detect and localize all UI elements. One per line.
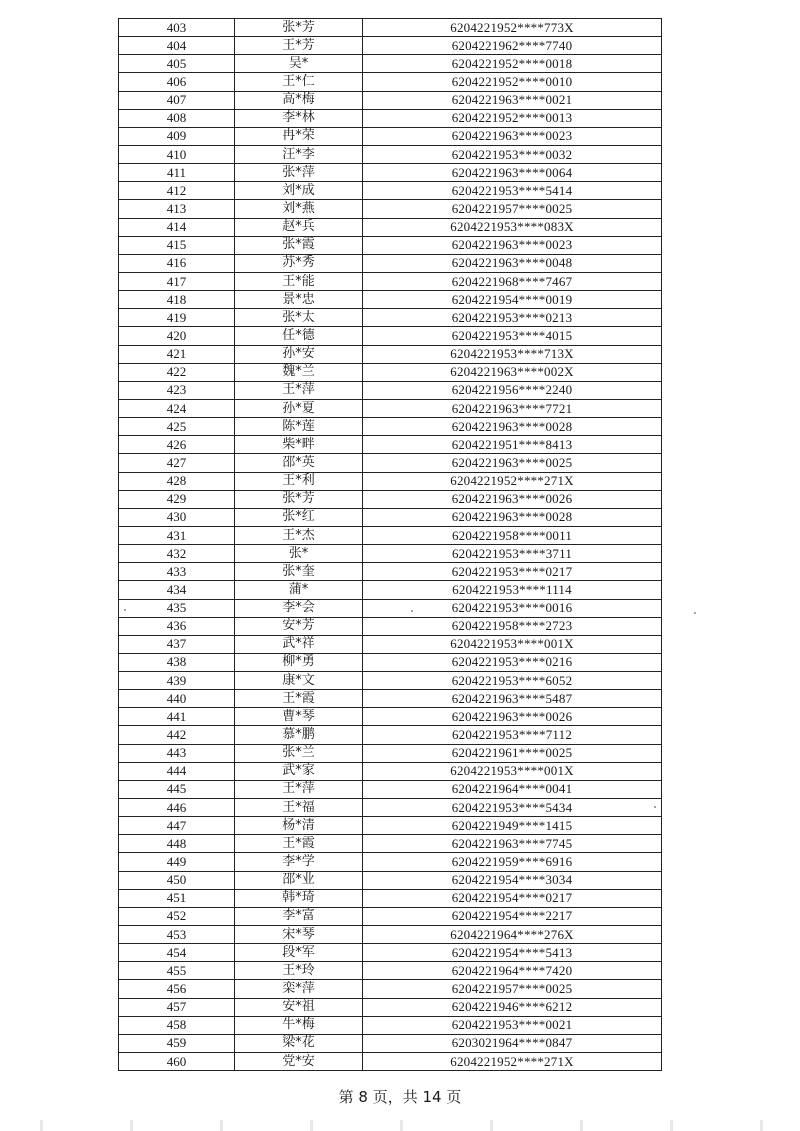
cell-name: 安*祖 (235, 998, 363, 1016)
cell-number: 416 (119, 254, 235, 272)
cell-id-number: 6204221957****0025 (363, 200, 662, 218)
table-row (119, 164, 662, 182)
table-row (119, 272, 662, 290)
cell-id-number: 6204221953****0032 (363, 145, 662, 163)
cell-id-number: 6204221952****0018 (363, 55, 662, 73)
cell-name: 王*霞 (235, 690, 363, 708)
cell-id-number: 6204221964****0041 (363, 780, 662, 798)
cell-id-number: 6204221963****002X (363, 363, 662, 381)
cell-name: 曹*琴 (235, 708, 363, 726)
cell-name: 韩*琦 (235, 889, 363, 907)
cell-name: 王*能 (235, 272, 363, 290)
cell-number: 412 (119, 182, 235, 200)
cell-id-number: 6204221954****3034 (363, 871, 662, 889)
table-row (119, 962, 662, 980)
cell-name: 杨*清 (235, 817, 363, 835)
cell-name: 张*霞 (235, 236, 363, 254)
cell-id-number: 6204221953****001X (363, 762, 662, 780)
cell-name: 张* (235, 545, 363, 563)
cell-id-number: 6204221963****0023 (363, 127, 662, 145)
table-row (119, 1016, 662, 1034)
table-row (119, 182, 662, 200)
table-row (119, 799, 662, 817)
cell-id-number: 6204221953****0021 (363, 1016, 662, 1034)
table-row (119, 835, 662, 853)
cell-id-number: 6204221963****5487 (363, 690, 662, 708)
cell-number: 419 (119, 309, 235, 327)
cell-name: 张*兰 (235, 744, 363, 762)
cell-name: 王*玲 (235, 962, 363, 980)
cell-number: 411 (119, 164, 235, 182)
roster-table (118, 18, 662, 1071)
cell-id-number: 6204221963****0028 (363, 418, 662, 436)
scan-speck (124, 609, 126, 611)
cell-name: 张*奎 (235, 563, 363, 581)
cell-name: 邵*业 (235, 871, 363, 889)
cell-name: 张*芳 (235, 19, 363, 37)
scan-speck (654, 806, 656, 808)
cell-id-number: 6204221952****271X (363, 472, 662, 490)
cell-number: 432 (119, 545, 235, 563)
cell-number: 404 (119, 37, 235, 55)
table-row (119, 399, 662, 417)
cell-name: 王*霞 (235, 835, 363, 853)
cell-name: 冉*荣 (235, 127, 363, 145)
cell-number: 444 (119, 762, 235, 780)
table-row (119, 55, 662, 73)
cell-name: 武*家 (235, 762, 363, 780)
cell-name: 孙*夏 (235, 399, 363, 417)
table-row (119, 418, 662, 436)
table-row (119, 1034, 662, 1052)
cell-name: 孙*安 (235, 345, 363, 363)
table-row (119, 998, 662, 1016)
page-number-footer: 第 8 页，共 14 页 (338, 1088, 462, 1106)
table-row (119, 744, 662, 762)
cell-number: 421 (119, 345, 235, 363)
table-row (119, 871, 662, 889)
table-row (119, 1053, 662, 1071)
cell-id-number: 6204221964****276X (363, 926, 662, 944)
cell-number: 440 (119, 690, 235, 708)
cell-number: 415 (119, 236, 235, 254)
cell-name: 王*仁 (235, 73, 363, 91)
cell-id-number: 6204221953****6052 (363, 672, 662, 690)
cell-number: 459 (119, 1034, 235, 1052)
cell-number: 436 (119, 617, 235, 635)
cell-name: 安*芳 (235, 617, 363, 635)
cell-number: 428 (119, 472, 235, 490)
cell-id-number: 6203021964****0847 (363, 1034, 662, 1052)
table-row (119, 236, 662, 254)
cell-id-number: 6204221954****0217 (363, 889, 662, 907)
table-row (119, 218, 662, 236)
cell-id-number: 6204221946****6212 (363, 998, 662, 1016)
cell-number: 407 (119, 91, 235, 109)
table-row (119, 545, 662, 563)
table-row (119, 508, 662, 526)
cell-name: 张*芳 (235, 490, 363, 508)
cell-number: 423 (119, 381, 235, 399)
cell-number: 426 (119, 436, 235, 454)
cell-id-number: 6204221964****7420 (363, 962, 662, 980)
cell-id-number: 6204221952****0013 (363, 109, 662, 127)
cell-number: 406 (119, 73, 235, 91)
cell-number: 450 (119, 871, 235, 889)
table-row (119, 436, 662, 454)
table-row (119, 653, 662, 671)
cell-number: 441 (119, 708, 235, 726)
cell-number: 410 (119, 145, 235, 163)
table-row (119, 726, 662, 744)
table-row (119, 345, 662, 363)
cell-number: 442 (119, 726, 235, 744)
cell-name: 魏*兰 (235, 363, 363, 381)
cell-name: 康*文 (235, 672, 363, 690)
cell-id-number: 6204221968****7467 (363, 272, 662, 290)
cell-number: 448 (119, 835, 235, 853)
cell-name: 邵*英 (235, 454, 363, 472)
cell-number: 430 (119, 508, 235, 526)
table-row (119, 254, 662, 272)
cell-id-number: 6204221957****0025 (363, 980, 662, 998)
cell-name: 栾*萍 (235, 980, 363, 998)
cell-id-number: 6204221953****1114 (363, 581, 662, 599)
cell-number: 453 (119, 926, 235, 944)
table-row (119, 200, 662, 218)
cell-id-number: 6204221954****2217 (363, 907, 662, 925)
cell-number: 413 (119, 200, 235, 218)
cell-id-number: 6204221963****0026 (363, 490, 662, 508)
cell-number: 408 (119, 109, 235, 127)
cell-id-number: 6204221953****0213 (363, 309, 662, 327)
table-row (119, 490, 662, 508)
cell-name: 段*军 (235, 944, 363, 962)
cell-id-number: 6204221952****0010 (363, 73, 662, 91)
table-row (119, 926, 662, 944)
cell-id-number: 6204221953****7112 (363, 726, 662, 744)
table-row (119, 780, 662, 798)
table-row (119, 617, 662, 635)
table-row (119, 708, 662, 726)
cell-name: 张*太 (235, 309, 363, 327)
table-row (119, 853, 662, 871)
cell-id-number: 6204221953****5434 (363, 799, 662, 817)
cell-number: 418 (119, 291, 235, 309)
cell-name: 苏*秀 (235, 254, 363, 272)
cell-id-number: 6204221963****0021 (363, 91, 662, 109)
cell-name: 赵*兵 (235, 218, 363, 236)
cell-id-number: 6204221963****0025 (363, 454, 662, 472)
cell-id-number: 6204221956****2240 (363, 381, 662, 399)
table-row (119, 817, 662, 835)
cell-number: 420 (119, 327, 235, 345)
cell-number: 431 (119, 526, 235, 544)
cell-name: 牛*梅 (235, 1016, 363, 1034)
cell-name: 刘*燕 (235, 200, 363, 218)
cell-name: 吴* (235, 55, 363, 73)
cell-number: 403 (119, 19, 235, 37)
cell-id-number: 6204221953****0217 (363, 563, 662, 581)
cell-id-number: 6204221952****773X (363, 19, 662, 37)
table-row (119, 381, 662, 399)
cell-id-number: 6204221953****001X (363, 635, 662, 653)
cell-number: 452 (119, 907, 235, 925)
cell-number: 449 (119, 853, 235, 871)
table-row (119, 363, 662, 381)
cell-number: 457 (119, 998, 235, 1016)
cell-number: 460 (119, 1053, 235, 1071)
cell-id-number: 6204221952****271X (363, 1053, 662, 1071)
cell-name: 柴*畔 (235, 436, 363, 454)
cell-number: 433 (119, 563, 235, 581)
cell-number: 434 (119, 581, 235, 599)
cell-id-number: 6204221963****7745 (363, 835, 662, 853)
cell-number: 454 (119, 944, 235, 962)
scan-speck (694, 612, 696, 614)
cell-name: 景*忠 (235, 291, 363, 309)
table-row (119, 672, 662, 690)
cell-number: 455 (119, 962, 235, 980)
cell-number: 422 (119, 363, 235, 381)
cell-id-number: 6204221949****1415 (363, 817, 662, 835)
table-row (119, 635, 662, 653)
cell-id-number: 6204221953****0216 (363, 653, 662, 671)
cell-name: 刘*成 (235, 182, 363, 200)
cell-id-number: 6204221962****7740 (363, 37, 662, 55)
cell-name: 李*富 (235, 907, 363, 925)
cell-name: 王*芳 (235, 37, 363, 55)
cell-number: 424 (119, 399, 235, 417)
table-row (119, 127, 662, 145)
cell-id-number: 6204221963****7721 (363, 399, 662, 417)
cell-id-number: 6204221953****083X (363, 218, 662, 236)
table-row (119, 73, 662, 91)
cell-name: 汪*李 (235, 145, 363, 163)
cell-number: 439 (119, 672, 235, 690)
cell-number: 427 (119, 454, 235, 472)
cell-name: 陈*莲 (235, 418, 363, 436)
cell-number: 438 (119, 653, 235, 671)
cell-name: 党*安 (235, 1053, 363, 1071)
cell-number: 445 (119, 780, 235, 798)
cell-number: 437 (119, 635, 235, 653)
cell-id-number: 6204221963****0026 (363, 708, 662, 726)
cell-id-number: 6204221954****5413 (363, 944, 662, 962)
table-row (119, 980, 662, 998)
cell-id-number: 6204221963****0048 (363, 254, 662, 272)
cell-number: 456 (119, 980, 235, 998)
cell-id-number: 6204221953****4015 (363, 327, 662, 345)
cell-name: 高*梅 (235, 91, 363, 109)
scan-edge-artifact (0, 1120, 800, 1131)
table-row (119, 690, 662, 708)
cell-id-number: 6204221951****8413 (363, 436, 662, 454)
cell-name: 柳*勇 (235, 653, 363, 671)
table-row (119, 309, 662, 327)
cell-number: 429 (119, 490, 235, 508)
cell-id-number: 6204221953****0016 (363, 599, 662, 617)
table-row (119, 889, 662, 907)
cell-name: 王*杰 (235, 526, 363, 544)
cell-number: 417 (119, 272, 235, 290)
table-row (119, 472, 662, 490)
table-row (119, 454, 662, 472)
cell-id-number: 6204221953****3711 (363, 545, 662, 563)
cell-id-number: 6204221963****0064 (363, 164, 662, 182)
cell-name: 宋*琴 (235, 926, 363, 944)
table-row (119, 762, 662, 780)
table-row (119, 907, 662, 925)
cell-name: 梁*花 (235, 1034, 363, 1052)
table-row (119, 109, 662, 127)
table-row (119, 599, 662, 617)
cell-number: 435 (119, 599, 235, 617)
cell-number: 414 (119, 218, 235, 236)
cell-name: 王*萍 (235, 780, 363, 798)
cell-name: 武*祥 (235, 635, 363, 653)
table-row (119, 91, 662, 109)
table-row (119, 37, 662, 55)
cell-number: 447 (119, 817, 235, 835)
cell-name: 王*福 (235, 799, 363, 817)
cell-id-number: 6204221953****5414 (363, 182, 662, 200)
roster-table-body (119, 19, 662, 1071)
cell-name: 蒲* (235, 581, 363, 599)
table-row (119, 526, 662, 544)
cell-name: 任*德 (235, 327, 363, 345)
scan-speck (411, 610, 413, 612)
cell-id-number: 6204221958****0011 (363, 526, 662, 544)
cell-name: 李*学 (235, 853, 363, 871)
cell-id-number: 6204221958****2723 (363, 617, 662, 635)
cell-id-number: 6204221953****713X (363, 345, 662, 363)
cell-name: 张*萍 (235, 164, 363, 182)
table-row (119, 291, 662, 309)
cell-name: 李*林 (235, 109, 363, 127)
cell-name: 王*萍 (235, 381, 363, 399)
cell-number: 458 (119, 1016, 235, 1034)
cell-number: 425 (119, 418, 235, 436)
cell-number: 443 (119, 744, 235, 762)
table-row (119, 19, 662, 37)
table-row (119, 944, 662, 962)
cell-number: 451 (119, 889, 235, 907)
cell-number: 405 (119, 55, 235, 73)
cell-id-number: 6204221959****6916 (363, 853, 662, 871)
cell-name: 张*红 (235, 508, 363, 526)
cell-id-number: 6204221963****0028 (363, 508, 662, 526)
cell-number: 409 (119, 127, 235, 145)
cell-name: 李*会 (235, 599, 363, 617)
cell-number: 446 (119, 799, 235, 817)
table-row (119, 581, 662, 599)
cell-name: 王*利 (235, 472, 363, 490)
cell-name: 慕*鹏 (235, 726, 363, 744)
cell-id-number: 6204221963****0023 (363, 236, 662, 254)
table-row (119, 145, 662, 163)
cell-id-number: 6204221954****0019 (363, 291, 662, 309)
table-row (119, 563, 662, 581)
cell-id-number: 6204221961****0025 (363, 744, 662, 762)
table-row (119, 327, 662, 345)
